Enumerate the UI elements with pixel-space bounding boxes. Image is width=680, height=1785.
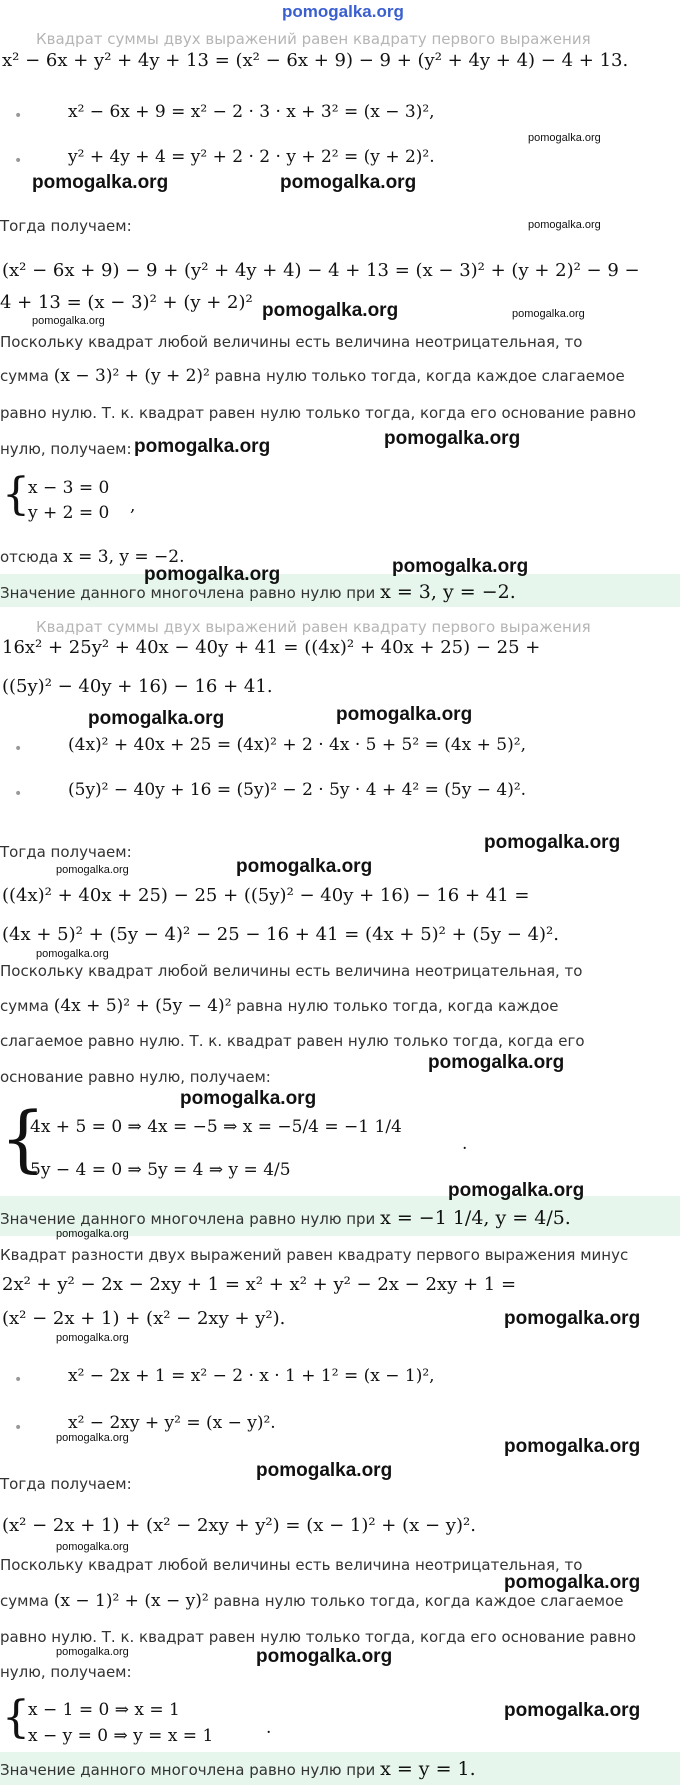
section1-result: отсюда x = 3, y = −2. — [0, 547, 185, 567]
section2-system-eq2: 5y − 4 = 0 ⇒ 5y = 4 ⇒ y = 4/5 — [30, 1160, 291, 1180]
watermark-small: pomogalka.org — [56, 1541, 129, 1553]
bullet-dot: • — [14, 108, 23, 124]
section2-reason-line1: Поскольку квадрат любой величины есть величина неотрицательная, то — [0, 962, 583, 980]
watermark-small: pomogalka.org — [528, 219, 601, 231]
section3-equation-1-line2: (x² − 2x + 1) + (x² − 2xy + y²). — [2, 1308, 286, 1329]
watermark: pomogalka.org — [504, 1700, 641, 1721]
section2-reason-line4: основание равно нулю, получаем: — [0, 1068, 271, 1086]
section2-answer: Значение данного многочлена равно нулю при x = −1 1/4, y = 4/5. — [0, 1207, 571, 1229]
watermark: pomogalka.org — [448, 1180, 585, 1201]
section1-system-eq1: x − 3 = 0 — [28, 478, 110, 498]
section2-reason-line3: слагаемое равно нулю. Т. к. квадрат равен нулю только тогда, когда его — [0, 1032, 585, 1050]
bullet-dot: • — [14, 741, 23, 757]
watermark: pomogalka.org — [134, 436, 271, 457]
section1-equation-1: x² − 6x + y² + 4y + 13 = (x² − 6x + 9) − 9 + (y² + 4y + 4) − 4 + 13. — [2, 50, 629, 71]
watermark: pomogalka.org — [144, 564, 281, 585]
watermark-small: pomogalka.org — [32, 315, 105, 327]
section3-system-eq1: x − 1 = 0 ⇒ x = 1 — [28, 1700, 180, 1720]
section3-answer: Значение данного многочлена равно нулю при x = y = 1. — [0, 1758, 476, 1780]
section3-equation-1-line1: 2x² + y² − 2x − 2xy + 1 = x² + x² + y² − 2x − 2xy + 1 = — [2, 1274, 517, 1295]
watermark: pomogalka.org — [262, 300, 399, 321]
section2-system-eq1: 4x + 5 = 0 ⇒ 4x = −5 ⇒ x = −5/4 = −1 1/4 — [30, 1117, 402, 1137]
section3-system-end: . — [266, 1718, 272, 1738]
bullet-dot: • — [14, 786, 23, 802]
watermark-small: pomogalka.org — [56, 1228, 129, 1240]
section1-reason-line1: Поскольку квадрат любой величины есть величина неотрицательная, то — [0, 333, 583, 351]
section1-bullet-2: y² + 4y + 4 = y² + 2 · 2 · y + 2² = (y + 2)². — [68, 147, 435, 167]
section1-system-end: , — [130, 496, 136, 516]
section3-sum-expression: (x − 1)² + (x − y)² — [53, 1591, 209, 1611]
watermark: pomogalka.org — [384, 428, 521, 449]
watermark-small: pomogalka.org — [56, 1332, 129, 1344]
section2-equation-2-line1: ((4x)² + 40x + 25) − 25 + ((5y)² − 40y + 16) − 16 + 41 = — [2, 885, 530, 906]
watermark: pomogalka.org — [504, 1436, 641, 1457]
section2-system-brace: { — [0, 1096, 46, 1180]
section3-reason-line4: нулю, получаем: — [0, 1663, 132, 1681]
section1-reason-line3: равно нулю. Т. к. квадрат равен нулю только тогда, когда его основание равно — [0, 404, 637, 422]
bullet-dot: • — [14, 1372, 23, 1388]
section2-intro: Квадрат суммы двух выражений равен квадрату первого выражения — [36, 618, 591, 636]
watermark: pomogalka.org — [336, 704, 473, 725]
watermark: pomogalka.org — [392, 556, 529, 577]
section3-reason-line2: сумма (x − 1)² + (x − y)² равна нулю только тогда, когда каждое слагаемое — [0, 1591, 624, 1611]
watermark-small: pomogalka.org — [56, 1432, 129, 1444]
section1-intro: Квадрат суммы двух выражений равен квадрату первого выражения — [36, 30, 591, 48]
section3-reason-line3: равно нулю. Т. к. квадрат равен нулю только тогда, когда его основание равно — [0, 1628, 637, 1646]
section2-then-label: Тогда получаем: — [0, 843, 132, 861]
site-header-link[interactable]: pomogalka.org — [282, 2, 404, 21]
section3-then-label: Тогда получаем: — [0, 1475, 132, 1493]
section1-answer: Значение данного многочлена равно нулю при x = 3, y = −2. — [0, 581, 516, 603]
watermark: pomogalka.org — [88, 708, 225, 729]
watermark: pomogalka.org — [256, 1460, 393, 1481]
section3-bullet-1: x² − 2x + 1 = x² − 2 · x · 1 + 1² = (x − 1)², — [68, 1366, 435, 1386]
section1-equation-2-line1: (x² − 6x + 9) − 9 + (y² + 4y + 4) − 4 + 13 = (x − 3)² + (y + 2)² − 9 − — [2, 260, 640, 281]
section2-equation-1-line2: ((5y)² − 40y + 16) − 16 + 41. — [2, 676, 273, 697]
section1-reason-line4: нулю, получаем: — [0, 440, 132, 458]
watermark: pomogalka.org — [256, 1646, 393, 1667]
section3-system-brace: { — [2, 1692, 30, 1743]
watermark: pomogalka.org — [280, 172, 417, 193]
section1-reason-line2: сумма (x − 3)² + (y + 2)² равна нулю только тогда, когда каждое слагаемое — [0, 366, 625, 386]
section1-system-eq2: y + 2 = 0 — [28, 503, 110, 523]
section2-bullet-1: (4x)² + 40x + 25 = (4x)² + 2 · 4x · 5 + 5² = (4x + 5)², — [68, 735, 526, 755]
watermark: pomogalka.org — [484, 832, 621, 853]
section3-equation-2: (x² − 2x + 1) + (x² − 2xy + y²) = (x − 1)² + (x − y)². — [2, 1515, 476, 1536]
watermark: pomogalka.org — [504, 1308, 641, 1329]
watermark-small: pomogalka.org — [56, 1646, 129, 1658]
section1-system-brace: { — [2, 469, 30, 520]
section2-sum-expression: (4x + 5)² + (5y − 4)² — [53, 996, 232, 1016]
section3-intro: Квадрат разности двух выражений равен квадрату первого выражения минус — [0, 1246, 629, 1264]
watermark-small: pomogalka.org — [36, 948, 109, 960]
watermark: pomogalka.org — [236, 856, 373, 877]
bullet-dot: • — [14, 153, 23, 169]
section2-equation-2-line2: (4x + 5)² + (5y − 4)² − 25 − 16 + 41 = (4x + 5)² + (5y − 4)². — [2, 924, 559, 945]
section2-bullet-2: (5y)² − 40y + 16 = (5y)² − 2 · 5y · 4 + 4² = (5y − 4)². — [68, 780, 527, 800]
bullet-dot: • — [14, 1420, 23, 1436]
watermark: pomogalka.org — [180, 1088, 317, 1109]
section1-equation-2-line2: 4 + 13 = (x − 3)² + (y + 2)² — [0, 292, 253, 313]
section2-system-end: . — [462, 1134, 468, 1154]
section2-reason-line2: сумма (4x + 5)² + (5y − 4)² равна нулю только тогда, когда каждое — [0, 996, 559, 1016]
watermark-small: pomogalka.org — [512, 308, 585, 320]
section1-bullet-1: x² − 6x + 9 = x² − 2 · 3 · x + 3² = (x − 3)², — [68, 102, 435, 122]
section1-then-label: Тогда получаем: — [0, 217, 132, 235]
watermark: pomogalka.org — [504, 1572, 641, 1593]
watermark: pomogalka.org — [428, 1052, 565, 1073]
section3-system-eq2: x − y = 0 ⇒ y = x = 1 — [28, 1726, 214, 1746]
section1-sum-expression: (x − 3)² + (y + 2)² — [53, 366, 210, 386]
watermark-small: pomogalka.org — [528, 132, 601, 144]
watermark-small: pomogalka.org — [56, 864, 129, 876]
watermark: pomogalka.org — [32, 172, 169, 193]
section3-bullet-2: x² − 2xy + y² = (x − y)². — [68, 1413, 276, 1433]
section2-equation-1-line1: 16x² + 25y² + 40x − 40y + 41 = ((4x)² + 40x + 25) − 25 + — [2, 637, 541, 658]
section3-reason-line1: Поскольку квадрат любой величины есть величина неотрицательная, то — [0, 1556, 583, 1574]
